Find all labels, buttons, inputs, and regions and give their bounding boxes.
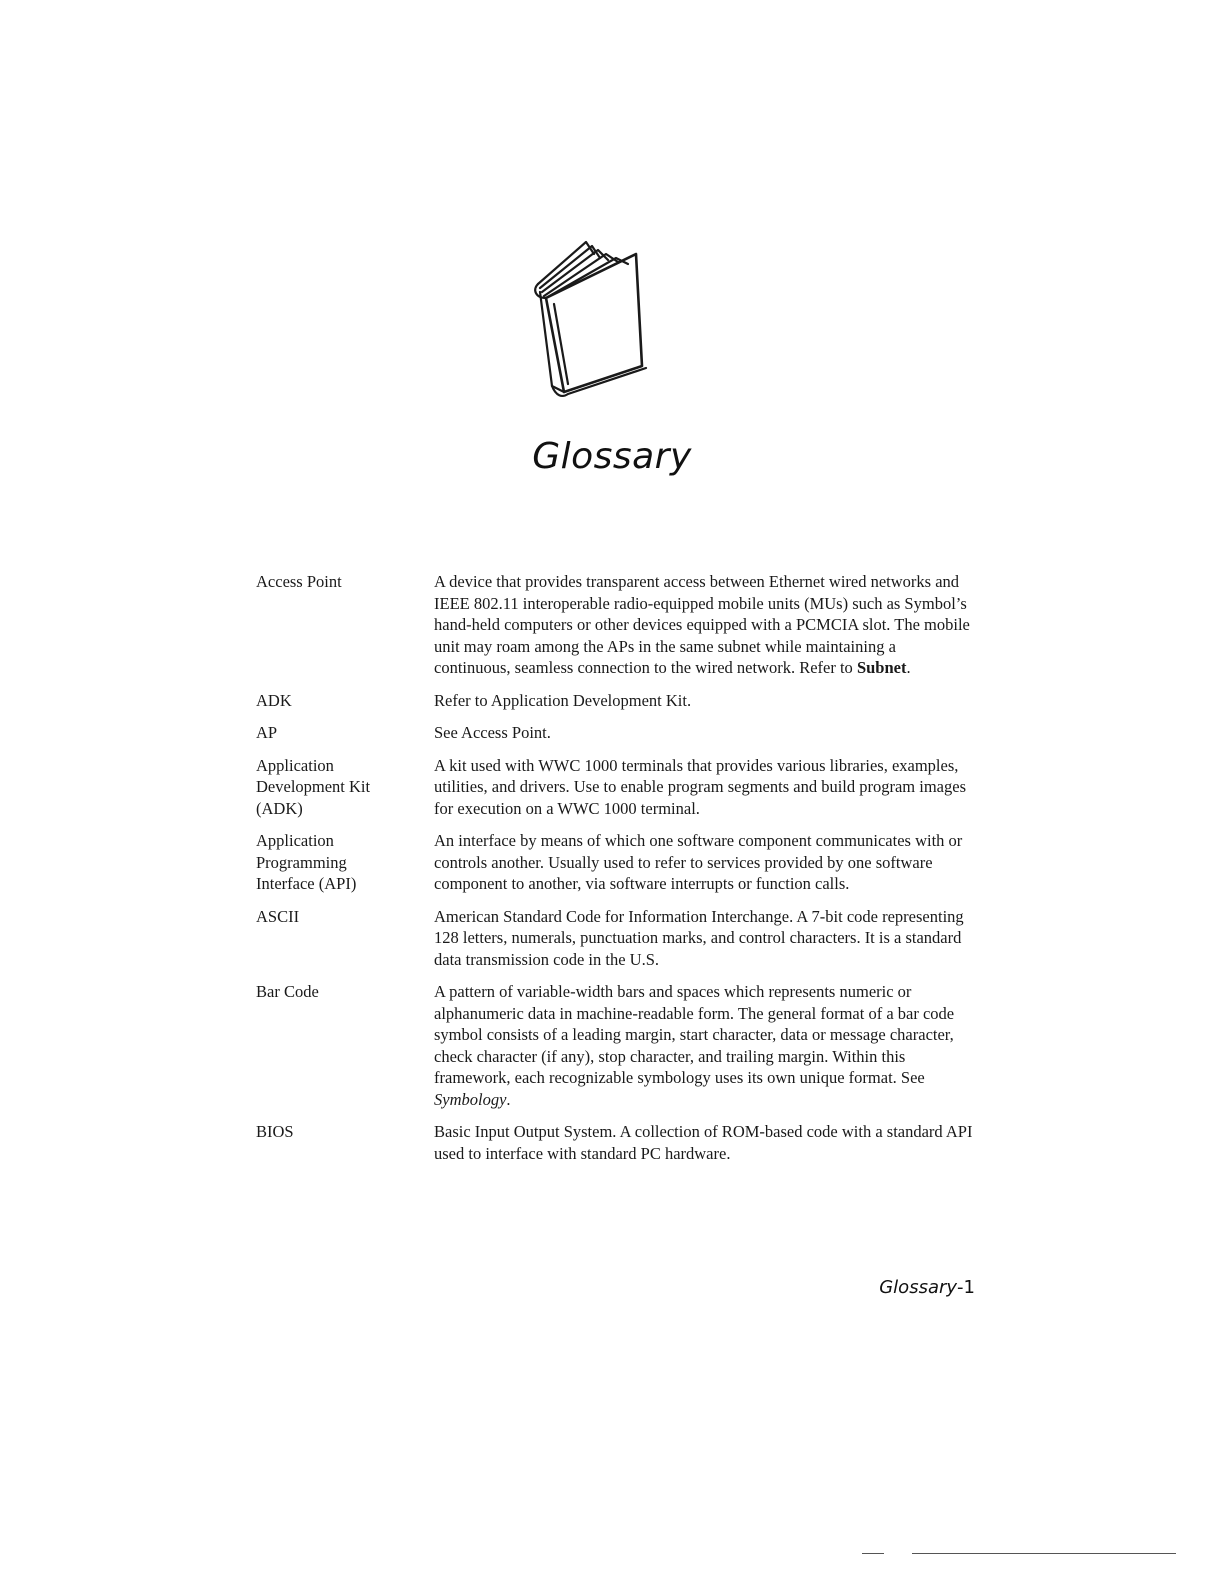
glossary-entry xyxy=(256,690,976,712)
book-icon xyxy=(528,234,658,404)
glossary-definition: An interface by means of which one software component communicates with or controls another. Usually used to refer to services provided by one software component to another, via software interrupts or function calls. xyxy=(434,831,963,893)
cross-reference: Symbology xyxy=(434,1089,507,1109)
glossary-term: Application Development Kit (ADK) xyxy=(256,755,371,818)
glossary-definition: A kit used with WWC 1000 terminals that provides various libraries, examples, utilities, and drivers. Use to enable program segments and build program images for execution on a WWC 1000 terminal. xyxy=(434,755,966,818)
glossary-entry xyxy=(256,1121,976,1164)
glossary-definition: A pattern of variable-width bars and spaces which represents numeric or alphanumeric data in machine-readable form. The general format of a bar code symbol consists of a leading margin, start character, data or message character, check character (if any), stop character, and trailing margin. Within this framework, each recognizable symbology uses its own unique format. See Symbology. xyxy=(434,982,955,1109)
glossary-list xyxy=(256,571,976,1175)
glossary-term: ADK xyxy=(256,690,292,710)
page-number: -1 xyxy=(957,1277,975,1298)
glossary-definition: See Access Point. xyxy=(434,723,551,742)
scan-artifact-line xyxy=(862,1553,884,1554)
glossary-entry xyxy=(256,906,976,971)
glossary-entry xyxy=(256,722,976,744)
glossary-definition: Refer to Application Development Kit. xyxy=(434,690,692,710)
page-footer xyxy=(879,1277,975,1298)
glossary-entry xyxy=(256,571,976,679)
glossary-definition: A device that provides transparent access between Ethernet wired networks and IEEE 802.11 interoperable radio-equipped mobile units (MUs) such as Symbol’s hand-held computers or other devices equipped with a PCMCIA slot. The mobile unit may roam among the APs in the same subnet while maintaining a continuous, seamless connection to the wired network. Refer to Subnet. xyxy=(434,572,970,677)
glossary-term: Application Programming Interface (API) xyxy=(256,831,357,893)
glossary-entry xyxy=(256,830,976,895)
glossary-entry xyxy=(256,981,976,1110)
glossary-definition: Basic Input Output System. A collection of ROM-based code with a standard API used to interface with standard PC hardware. xyxy=(434,1122,973,1163)
scan-artifact-line xyxy=(912,1553,1176,1554)
glossary-definition: American Standard Code for Information Interchange. A 7-bit code representing 128 letters, numerals, punctuation marks, and control characters. It is a standard data transmission code in the U.S. xyxy=(434,906,964,969)
glossary-entry xyxy=(256,755,976,820)
footer-label: Glossary xyxy=(879,1277,958,1298)
glossary-term: AP xyxy=(256,723,278,742)
glossary-term: ASCII xyxy=(256,906,300,926)
cross-reference: Subnet xyxy=(856,658,907,677)
page-title: Glossary xyxy=(532,436,692,477)
glossary-term: BIOS xyxy=(256,1122,294,1141)
glossary-term: Access Point xyxy=(256,572,342,591)
glossary-term: Bar Code xyxy=(256,982,319,1001)
